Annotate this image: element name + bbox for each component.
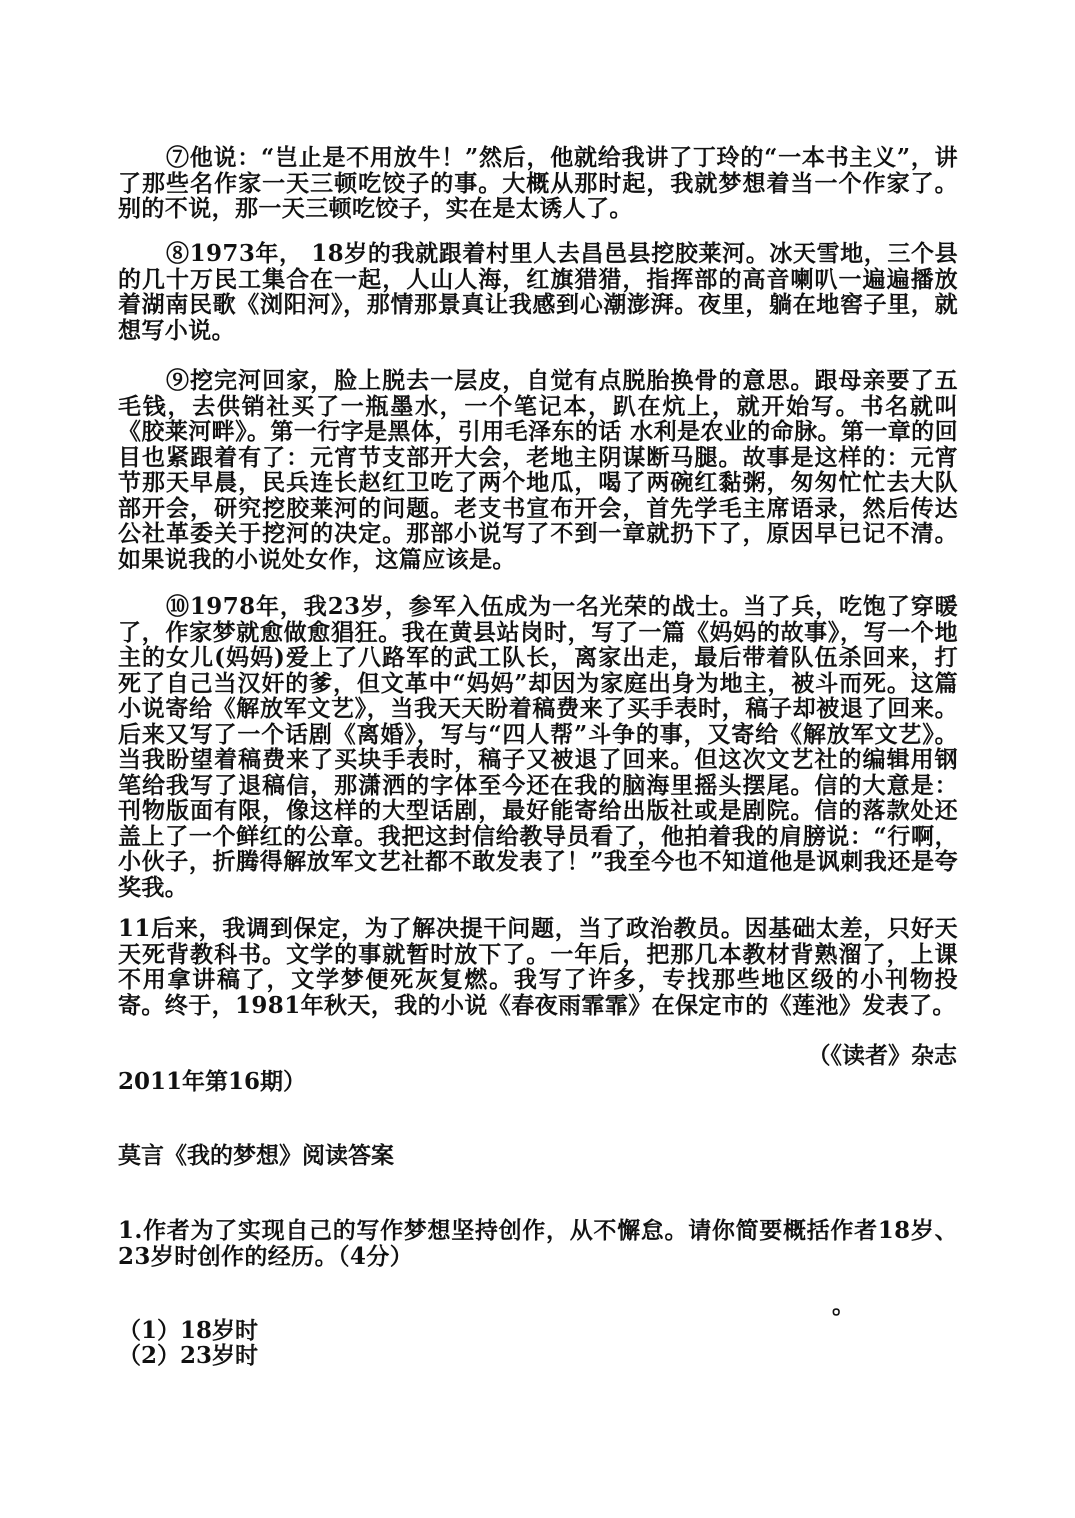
paragraph-11: 11后来，我调到保定，为了解决提干问题，当了政治教员。因基础太差，只好天天死背教科书。文学的事就暂时放下了。一年后，把那几本教材背熟溜了，上课不用拿讲稿了，文学梦便死灰复燃。我写了许多，专找那些地区级的小刊物投寄。终于，1981年秋天，我的小说《春夜雨霏霏》在保定市的《莲池》发表了。 [118,915,958,1019]
question-1: 1.作者为了实现自己的写作梦想坚持创作，从不懈怠。请你简要概括作者18岁、23岁时创作的经历。（4分） [118,1217,958,1270]
paragraph-7: ⑦他说：“岂止是不用放牛！”然后，他就给我讲了丁玲的“一本书主义”，讲了那些名作家一天三顿吃饺子的事。大概从那时起，我就梦想着当一个作家了。别的不说，那一天三顿吃饺子，实在是太诱人了。 [118,144,958,222]
paragraph-9: ⑨挖完河回家，脸上脱去一层皮，自觉有点脱胎换骨的意思。跟母亲要了五毛钱，去供销社买了一瓶墨水，一个笔记本，趴在炕上，就开始写。书名就叫《胶莱河畔》。第一行字是黑体，引用毛泽东的话 水利是农业的命脉。第一章的回目也紧跟着有了：元宵节支部开大会，老地主阴谋断马腿。故事是这样的：元宵节那天早晨，民兵连长赵红卫吃了两个地瓜，喝了两碗红黏粥，匆匆忙忙去大队部开会，研究挖胶莱河的问题。老支书宣布开会，首先学毛主席语录，然后传达公社革委关于挖河的决定。那部小说写了不到一章就扔下了，原因早已记不清。如果说我的小说处女作，这篇应该是。 [118,367,958,573]
answer-item-1: （1）18岁时 [118,1317,259,1344]
paragraph-10: ⑩1978年，我23岁，参军入伍成为一名光荣的战士。当了兵，吃饱了穿暖了，作家梦就愈做愈猖狂。我在黄县站岗时，写了一篇《妈妈的故事》，写一个地主的女儿(妈妈)爱上了八路军的武工队长，离家出走，最后带着队伍杀回来，打死了自己当汉奸的爹，但文革中“妈妈”却因为家庭出身为地主，被斗而死。这篇小说寄给《解放军文艺》，当我天天盼着稿费来了买手表时，稿子却被退了回来。后来又写了一个话剧《离婚》，写与“四人帮”斗争的事，又寄给《解放军文艺》。当我盼望着稿费来了买块手表时，稿子又被退了回来。但这次文艺社的编辑用钢笔给我写了退稿信，那潇洒的字体至今还在我的脑海里摇头摆尾。信的大意是：刊物版面有限，像这样的大型话剧，最好能寄给出版社或是剧院。信的落款处还盖上了一个鲜红的公章。我把这封信给教导员看了，他拍着我的肩膀说：“行啊，小伙子，折腾得解放军文艺社都不敢发表了！”我至今也不知道他是讽刺我还是夸奖我。 [118,593,958,901]
answer-heading: 莫言《我的梦想》阅读答案 [118,1142,394,1169]
source-citation-line2: 2011年第16期） [118,1068,307,1095]
stray-period: 。 [832,1292,855,1319]
answer-item-2: （2）23岁时 [118,1342,259,1369]
paragraph-8: ⑧1973年， 18岁的我就跟着村里人去昌邑县挖胶莱河。冰天雪地，三个县的几十万民工集合在一起，人山人海，红旗猎猎，指挥部的高音喇叭一遍遍播放着湖南民歌《浏阳河》，那情那景真让我感到心潮澎湃。夜里，躺在地窖子里，就想写小说。 [118,240,958,344]
source-citation-line1: （《读者》杂志 [807,1042,957,1069]
